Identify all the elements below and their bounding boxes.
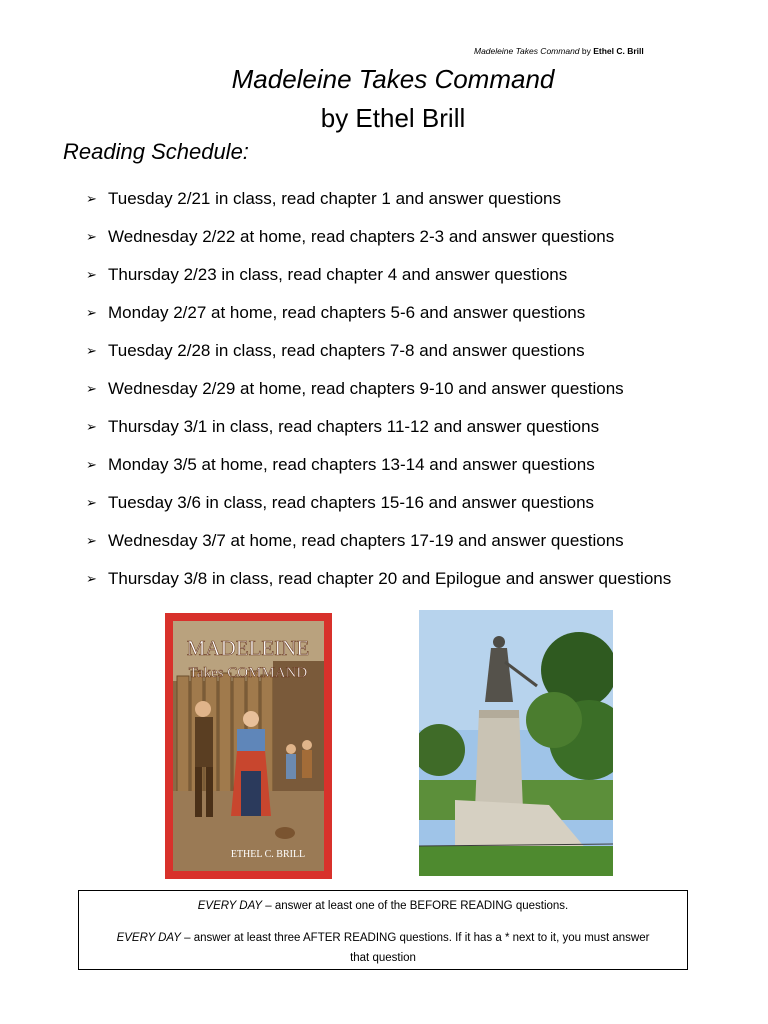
schedule-item [86, 180, 671, 218]
reading-schedule-list [86, 180, 671, 598]
daily-instructions-box [78, 890, 688, 970]
document-author: by Ethel Brill [320, 103, 466, 133]
monument-photo [419, 610, 613, 876]
reading-schedule-heading: Reading Schedule: [63, 139, 249, 164]
schedule-item-text: Thursday 3/8 in class, read chapter 20 and Epilogue and answer questions [108, 569, 672, 588]
running-header-author: Ethel C. Brill [593, 46, 644, 56]
arrow-bullet-icon: ➢ [86, 191, 97, 206]
schedule-item-text: Thursday 2/23 in class, read chapter 4 and answer questions [108, 265, 568, 284]
book-cover-author: ETHEL C. BRILL [230, 849, 306, 860]
schedule-item [86, 294, 671, 332]
arrow-bullet-icon: ➢ [86, 495, 97, 510]
schedule-item-text: Wednesday 2/22 at home, read chapters 2-3 and answer questions [108, 227, 615, 246]
schedule-item [86, 370, 671, 408]
schedule-item-text: Tuesday 2/21 in class, read chapter 1 and answer questions [108, 189, 561, 208]
schedule-item [86, 256, 671, 294]
running-header-by: by [579, 46, 594, 56]
schedule-item-text: Wednesday 2/29 at home, read chapters 9-10 and answer questions [108, 379, 624, 398]
arrow-bullet-icon: ➢ [86, 267, 97, 282]
daily-instruction-after [79, 928, 687, 968]
schedule-item [86, 332, 671, 370]
arrow-bullet-icon: ➢ [86, 229, 97, 244]
book-cover-image [165, 613, 332, 879]
schedule-item [86, 560, 671, 598]
arrow-bullet-icon: ➢ [86, 343, 97, 358]
document-title: Madeleine Takes Command [231, 64, 555, 94]
running-header-title: Madeleine Takes Command [474, 46, 580, 56]
every-day-label: EVERY DAY [116, 932, 181, 944]
arrow-bullet-icon: ➢ [86, 381, 97, 396]
arrow-bullet-icon: ➢ [86, 571, 97, 586]
schedule-item-text: Monday 2/27 at home, read chapters 5-6 and answer questions [108, 303, 586, 322]
every-day-label: EVERY DAY [197, 900, 263, 912]
schedule-item-text: Thursday 3/1 in class, read chapters 11-12 and answer questions [108, 417, 600, 436]
arrow-bullet-icon: ➢ [86, 305, 97, 320]
schedule-item-text: Monday 3/5 at home, read chapters 13-14 and answer questions [108, 455, 595, 474]
book-cover-title-line-1: MADELEINE [186, 636, 310, 660]
arrow-bullet-icon: ➢ [86, 457, 97, 472]
arrow-bullet-icon: ➢ [86, 533, 97, 548]
schedule-item-text: Tuesday 3/6 in class, read chapters 15-16 and answer questions [108, 493, 595, 512]
arrow-bullet-icon: ➢ [86, 419, 97, 434]
after-reading-instruction: – answer at least three AFTER READING questions. If it has a * next to it, you must answer that question [180, 932, 650, 964]
daily-instruction-before [79, 898, 687, 914]
schedule-item [86, 522, 671, 560]
book-cover-title-line-2: Takes COMMAND [188, 665, 308, 681]
schedule-item-text: Wednesday 3/7 at home, read chapters 17-19 and answer questions [108, 531, 624, 550]
before-reading-instruction: – answer at least one of the BEFORE READING questions. [262, 900, 569, 912]
schedule-item [86, 218, 671, 256]
schedule-item [86, 446, 671, 484]
schedule-item [86, 408, 671, 446]
schedule-item-text: Tuesday 2/28 in class, read chapters 7-8 and answer questions [108, 341, 585, 360]
schedule-item [86, 484, 671, 522]
running-header [474, 46, 644, 56]
